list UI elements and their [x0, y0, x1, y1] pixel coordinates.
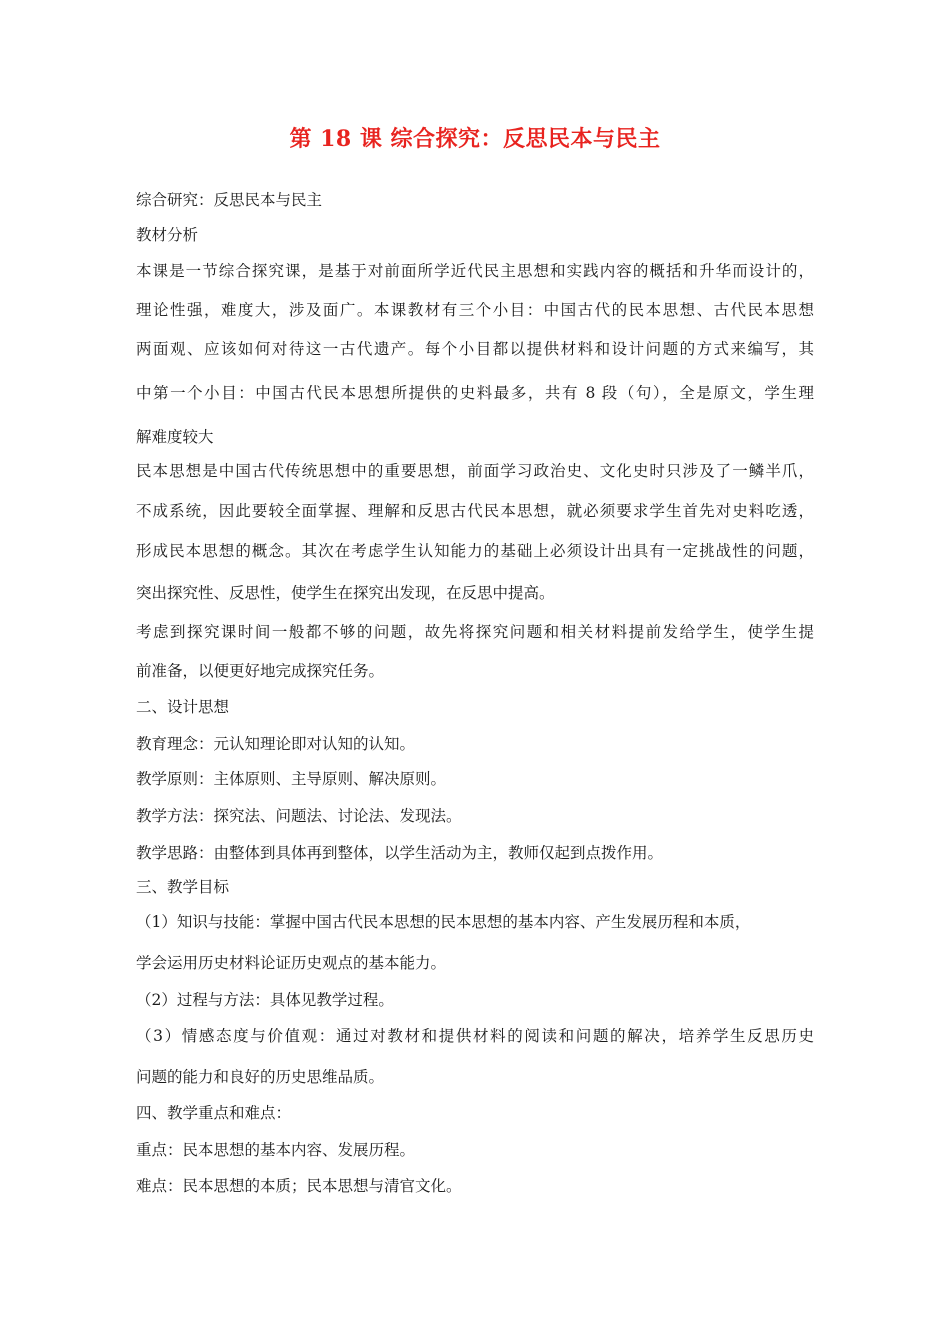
paragraph-line: 教育理念：元认知理论即对认知的认知。	[136, 735, 416, 753]
paragraph-line: 教材分析	[136, 226, 199, 244]
paragraph-line: 教学方法：探究法、问题法、讨论法、发现法。	[136, 807, 462, 825]
paragraph-line: 难点：民本思想的本质；民本思想与清官文化。	[136, 1177, 462, 1195]
paragraph-line: 形成民本思想的概念。其次在考虑学生认知能力的基础上必须设计出具有一定挑战性的问题，	[136, 542, 814, 560]
page-title: 第 18 课 综合探究：反思民本与民主	[289, 126, 661, 152]
paragraph-line: 理论性强，难度大，涉及面广。本课教材有三个小目：中国古代的民本思想、古代民本思想	[136, 301, 814, 319]
paragraph-line: 教学原则：主体原则、主导原则、解决原则。	[136, 770, 447, 788]
paragraph-line: 三、教学目标	[136, 878, 230, 896]
paragraph-line: 考虑到探究课时间一般都不够的问题，故先将探究问题和相关材料提前发给学生，使学生提	[136, 623, 814, 641]
paragraph-line: 重点：民本思想的基本内容、发展历程。	[136, 1141, 416, 1159]
paragraph-line: 四、教学重点和难点：	[136, 1104, 292, 1122]
paragraph-line: 本课是一节综合探究课，是基于对前面所学近代民主思想和实践内容的概括和升华而设计的，	[136, 262, 814, 280]
paragraph-line: 教学思路：由整体到具体再到整体，以学生活动为主，教师仅起到点拨作用。	[136, 844, 664, 862]
paragraph-line: 解难度较大	[136, 428, 214, 446]
paragraph-line: （3）情感态度与价值观：通过对教材和提供材料的阅读和问题的解决，培养学生反思历史	[136, 1027, 814, 1045]
paragraph-line: 前准备，以便更好地完成探究任务。	[136, 662, 385, 680]
paragraph-line: 两面观、应该如何对待这一古代遗产。每个小目都以提供材料和设计问题的方式来编写，其	[136, 340, 814, 358]
paragraph-line: 二、设计思想	[136, 698, 230, 716]
paragraph-line: 学会运用历史材料论证历史观点的基本能力。	[136, 954, 447, 972]
paragraph-line: 中第一个小目：中国古代民本思想所提供的史料最多，共有 8 段（句），全是原文，学生理	[136, 384, 814, 402]
paragraph-line: 突出探究性、反思性，使学生在探究出发现，在反思中提高。	[136, 584, 555, 602]
paragraph-line: 综合研究：反思民本与民主	[136, 191, 323, 209]
paragraph-line: （2）过程与方法：具体见教学过程。	[136, 991, 394, 1009]
paragraph-line: （1）知识与技能：掌握中国古代民本思想的民本思想的基本内容、产生发展历程和本质，	[136, 913, 751, 931]
paragraph-line: 民本思想是中国古代传统思想中的重要思想，前面学习政治史、文化史时只涉及了一鳞半爪，	[136, 462, 814, 480]
paragraph-line: 不成系统，因此要较全面掌握、理解和反思古代民本思想，就必须要求学生首先对史料吃透，	[136, 502, 814, 520]
paragraph-line: 问题的能力和良好的历史思维品质。	[136, 1068, 385, 1086]
